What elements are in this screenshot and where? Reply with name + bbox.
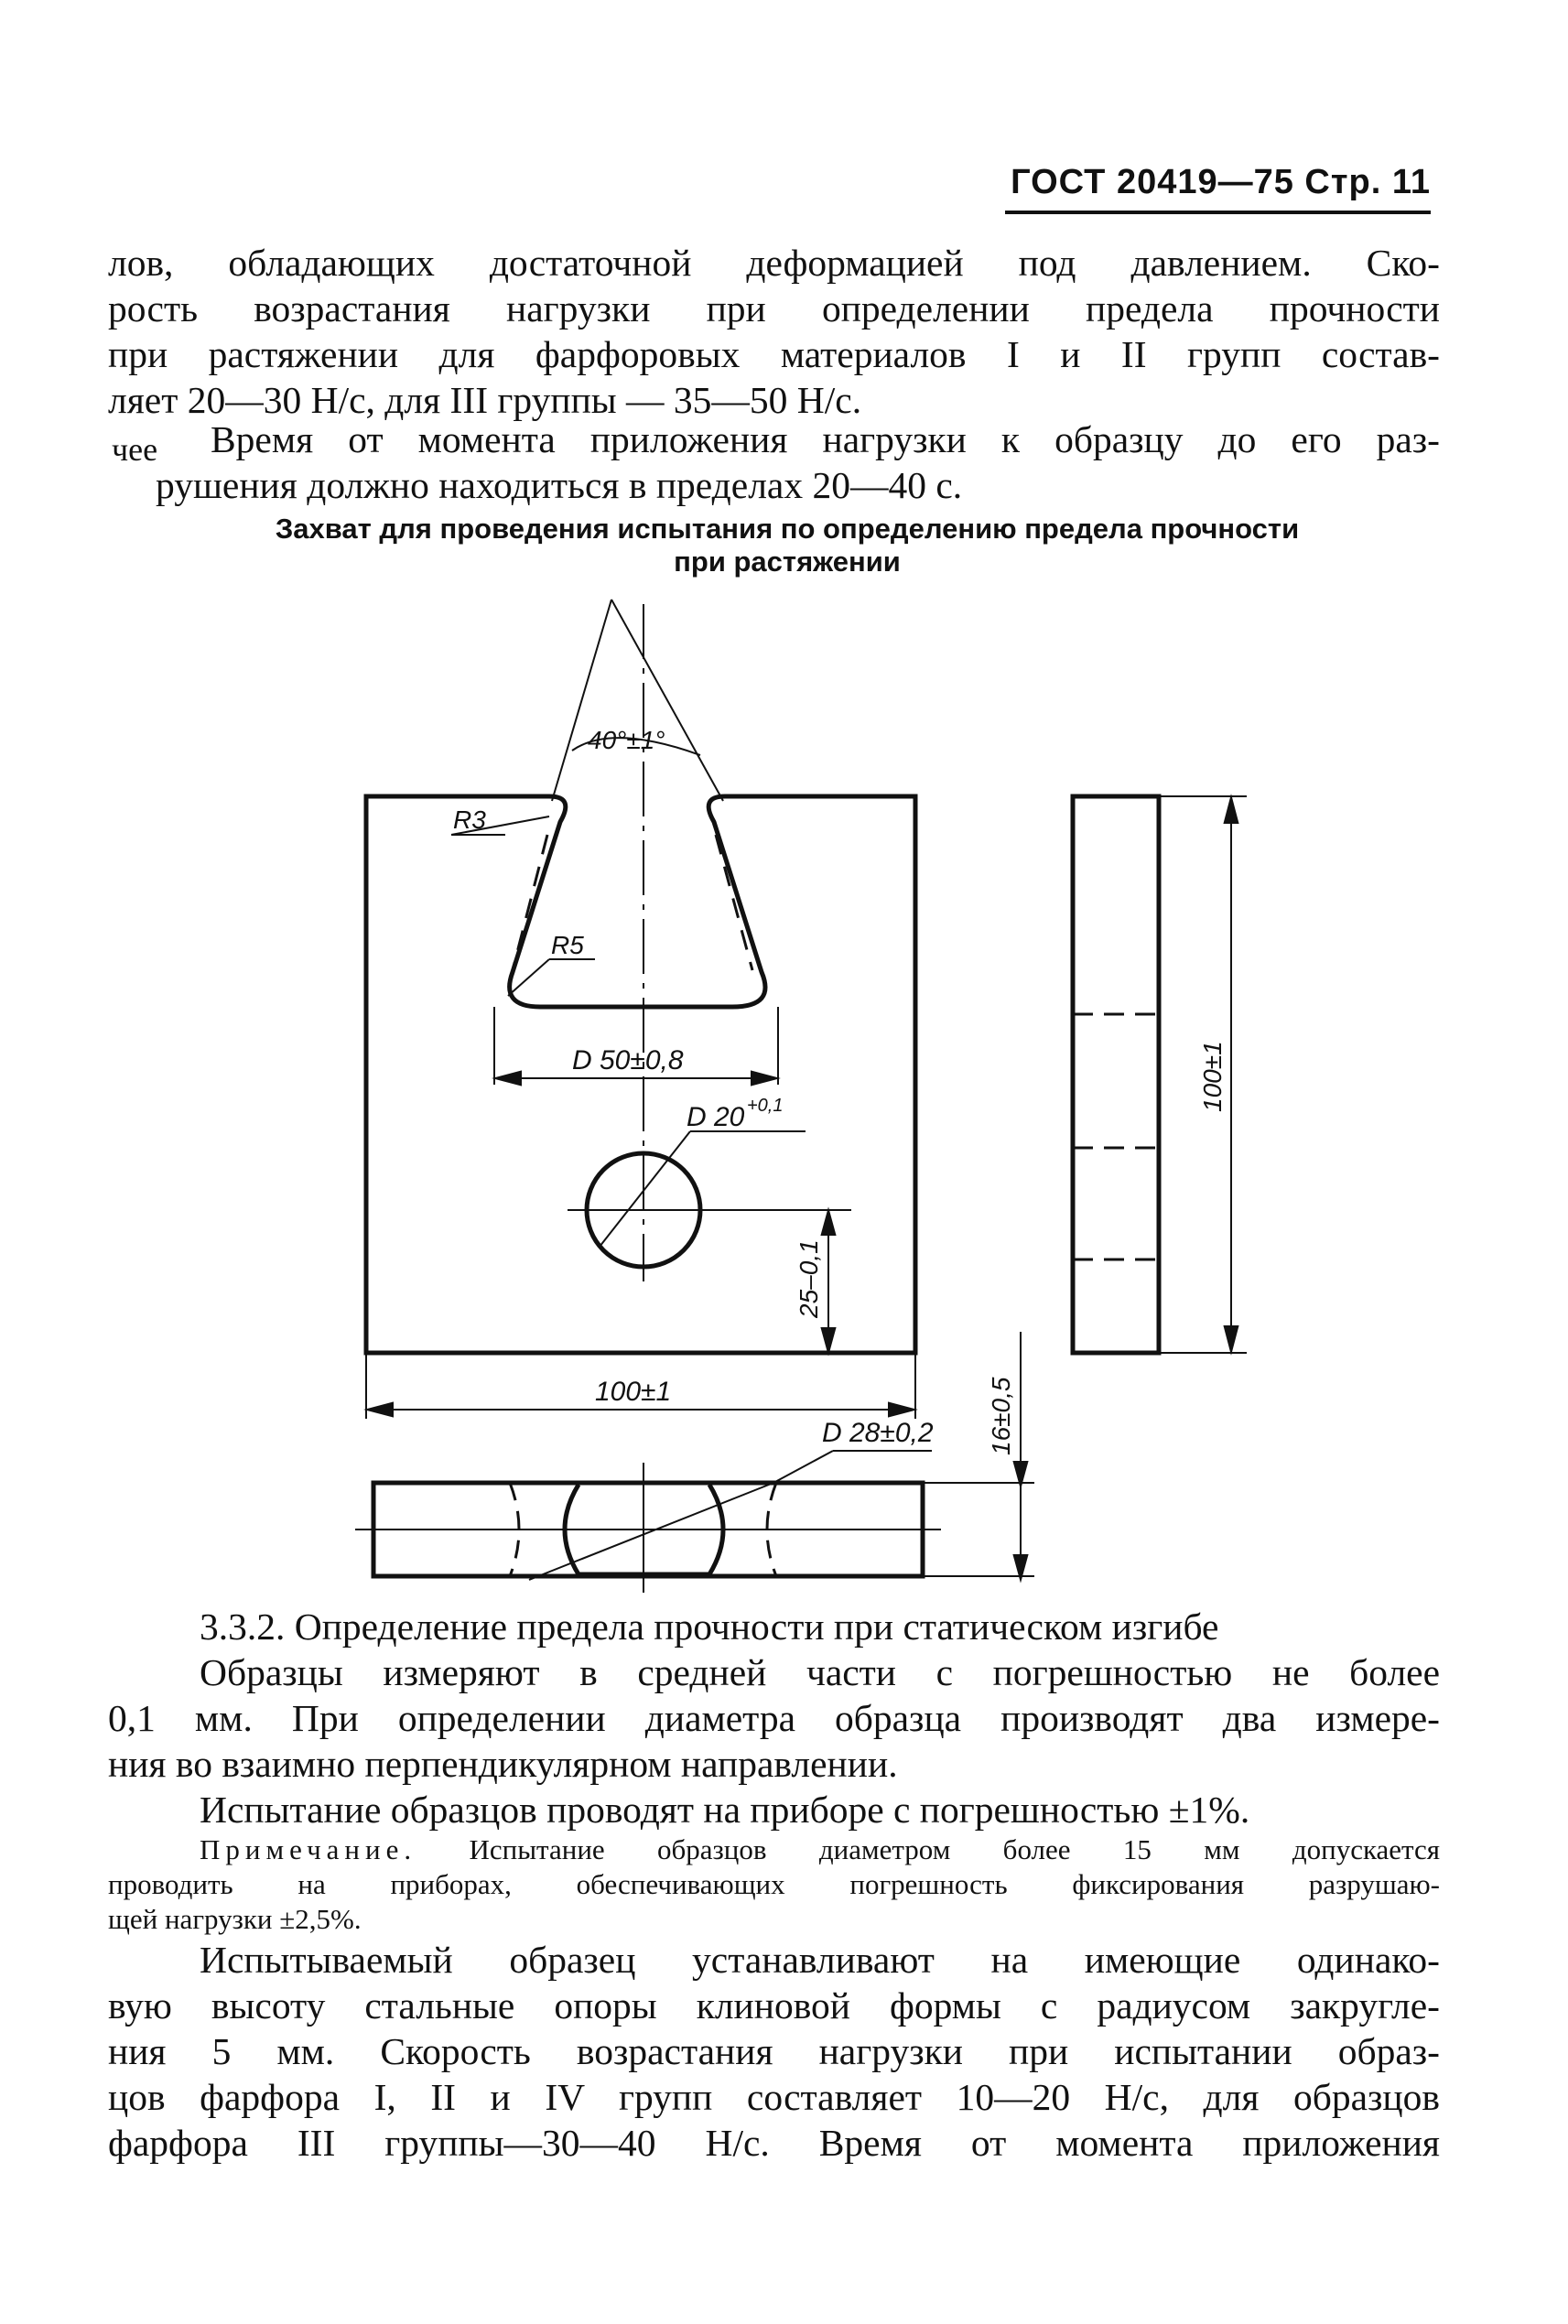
label-angle: 40°±1° bbox=[588, 726, 665, 754]
text-line: ния во взаимно перпендикулярном направлении. bbox=[108, 1743, 898, 1785]
note-label: Примечание. bbox=[200, 1833, 417, 1865]
text-line: Испытание образцов проводят на приборе с погрешностью ±1%. bbox=[200, 1789, 1250, 1831]
section-332 bbox=[108, 1604, 1440, 2166]
text-line: цов фарфора I, II и IV групп составляет 10—20 Н/с, для образцов bbox=[108, 2076, 1440, 2118]
label-r5: R5 bbox=[551, 931, 584, 959]
label-width-100: 100±1 bbox=[595, 1377, 672, 1407]
label-25: 25–0,1 bbox=[795, 1239, 823, 1318]
caption-line: Захват для проведения испытания по определению предела прочности bbox=[275, 513, 1300, 545]
text-line: рость возрастания нагрузки при определении предела прочности bbox=[108, 287, 1440, 330]
text-line: рушения должно находиться в пределах 20—40 с. bbox=[156, 464, 963, 506]
note-block bbox=[108, 1832, 1440, 1937]
text-line: при растяжении для фарфоровых материалов I и II групп состав- bbox=[108, 333, 1440, 375]
text-line: фарфора III группы—30—40 Н/с. Время от момента приложения bbox=[108, 2122, 1440, 2164]
label-height-100: 100±1 bbox=[1198, 1041, 1227, 1112]
text-line: 0,1 мм. При определении диаметра образца производят два измере- bbox=[108, 1697, 1440, 1739]
text-line: Испытываемый образец устанавливают на имеющие одинако- bbox=[200, 1939, 1440, 1981]
margin-fragment: чее bbox=[112, 431, 158, 468]
note-line: щей нагрузки ±2,5%. bbox=[108, 1903, 362, 1935]
label-16: 16±0,5 bbox=[987, 1377, 1015, 1455]
section-heading: 3.3.2. Определение предела прочности при статическом изгибе bbox=[200, 1605, 1219, 1648]
label-r3: R3 bbox=[453, 805, 486, 834]
note-line: проводить на приборах, обеспечивающих погрешность фиксирования разрушаю- bbox=[108, 1868, 1440, 1900]
text-line: вую высоту стальные опоры клиновой формы с радиусом закругле- bbox=[108, 1984, 1440, 2027]
caption-line: при растяжении bbox=[674, 546, 901, 578]
text-line: Образцы измеряют в средней части с погрешностью не более bbox=[200, 1651, 1440, 1693]
label-d28: D 28±0,2 bbox=[822, 1418, 934, 1448]
label-d50: D 50±0,8 bbox=[572, 1045, 684, 1076]
note-line: Испытание образцов диаметром более 15 мм допускается bbox=[469, 1833, 1441, 1865]
page-header: ГОСТ 20419—75 Стр. 11 bbox=[1011, 163, 1431, 201]
label-d20-tolerance: +0,1 bbox=[747, 1096, 784, 1116]
text-line: Время от момента приложения нагрузки к образцу до его раз- bbox=[211, 418, 1440, 460]
text-line: ляет 20—30 Н/с, для III группы — 35—50 Н/с. bbox=[108, 379, 862, 421]
text-line: ния 5 мм. Скорость возрастания нагрузки при испытании образ- bbox=[108, 2030, 1440, 2072]
side-view-outline bbox=[1073, 796, 1159, 1353]
label-d20: D 20 bbox=[687, 1102, 745, 1132]
text-line: лов, обладающих достаточной деформацией под давлением. Ско- bbox=[108, 242, 1440, 284]
